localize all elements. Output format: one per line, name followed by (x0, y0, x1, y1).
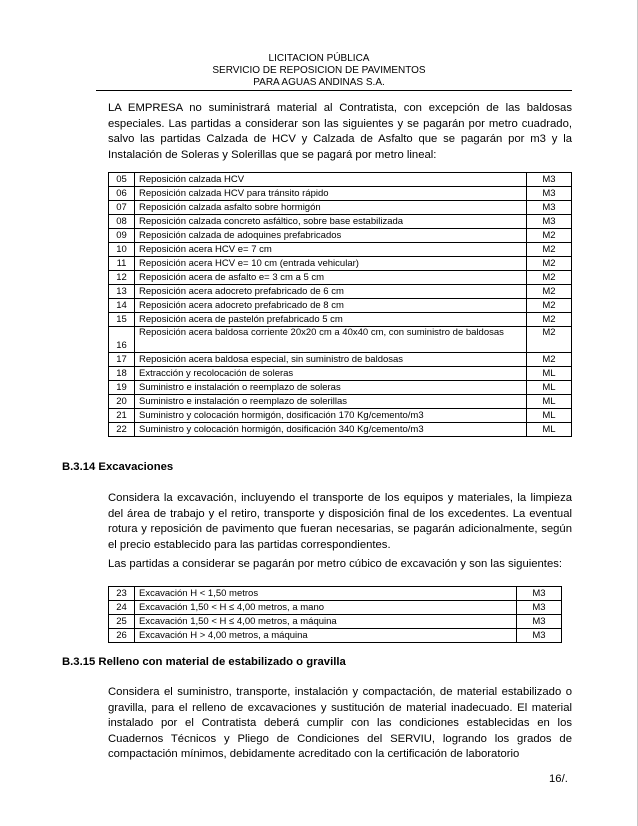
header-line-3: PARA AGUAS ANDINAS S.A. (253, 77, 385, 88)
table-row (109, 601, 562, 615)
item-description: Reposición acera HCV e= 7 cm (135, 243, 527, 257)
table-row (109, 243, 572, 257)
table-row (109, 381, 572, 395)
table-row (109, 257, 572, 271)
table-row (109, 187, 572, 201)
item-description: Reposición acera HCV e= 10 cm (entrada vehicular) (135, 257, 527, 271)
item-number: 16 (109, 327, 135, 353)
item-number: 12 (109, 271, 135, 285)
item-number: 24 (109, 601, 135, 615)
item-description: Reposición acera adocreto prefabricado de 6 cm (135, 285, 527, 299)
table-row (109, 629, 562, 643)
item-number: 13 (109, 285, 135, 299)
item-number: 20 (109, 395, 135, 409)
item-number: 07 (109, 201, 135, 215)
item-description: Reposición acera de asfalto e= 3 cm a 5 cm (135, 271, 527, 285)
item-number: 23 (109, 587, 135, 601)
item-unit: M3 (517, 601, 562, 615)
table-row (109, 367, 572, 381)
item-unit: M3 (527, 215, 572, 229)
table-row (109, 409, 572, 423)
pricing-table-excavation (108, 586, 562, 643)
item-unit: M2 (527, 257, 572, 271)
table-row (109, 271, 572, 285)
table-row (109, 587, 562, 601)
item-number: 11 (109, 257, 135, 271)
item-description: Excavación 1,50 < H ≤ 4,00 metros, a mano (135, 601, 517, 615)
item-unit: M3 (527, 187, 572, 201)
item-description: Reposición calzada concreto asfáltico, sobre base estabilizada (135, 215, 527, 229)
header-line-2: SERVICIO DE REPOSICION DE PAVIMENTOS (212, 65, 426, 76)
item-number: 25 (109, 615, 135, 629)
item-unit: ML (527, 367, 572, 381)
item-description: Reposición calzada asfalto sobre hormigón (135, 201, 527, 215)
item-description: Reposición calzada HCV (135, 173, 527, 187)
item-unit: M2 (527, 229, 572, 243)
item-description: Suministro e instalación o reemplazo de soleras (135, 381, 527, 395)
item-description: Excavación 1,50 < H ≤ 4,00 metros, a máquina (135, 615, 517, 629)
item-description: Suministro y colocación hormigón, dosificación 170 Kg/cemento/m3 (135, 409, 527, 423)
page-number: 16/. (549, 773, 568, 785)
item-unit: M2 (527, 327, 572, 353)
item-number: 21 (109, 409, 135, 423)
item-unit: ML (527, 395, 572, 409)
table-row (109, 299, 572, 313)
table-row (109, 327, 572, 353)
item-unit: M3 (527, 201, 572, 215)
item-unit: M3 (517, 629, 562, 643)
item-unit: M2 (527, 353, 572, 367)
header-line-1: LICITACION PÚBLICA (268, 53, 370, 64)
item-description: Extracción y recolocación de soleras (135, 367, 527, 381)
excavation-paragraph: Considera la excavación, incluyendo el transporte de los equipos y materiales, la limpieza del área de trabajo y el retiro, transporte y disposición final de los excedentes. La eventual rotura y reposición de pavimento que fueran necesarias, se pagarán adicionalmente, según el precio establecido para las partidas correspondientes. (108, 492, 572, 551)
table-row (109, 423, 572, 437)
page-header (0, 53, 638, 89)
item-unit: M2 (527, 243, 572, 257)
table-row (109, 173, 572, 187)
item-number: 06 (109, 187, 135, 201)
table-row (109, 285, 572, 299)
item-description: Reposición acera adocreto prefabricado de 8 cm (135, 299, 527, 313)
item-unit: M2 (527, 285, 572, 299)
section-title-excavaciones: B.3.14 Excavaciones (62, 461, 174, 473)
item-description: Reposición calzada HCV para tránsito rápido (135, 187, 527, 201)
item-unit: M3 (517, 615, 562, 629)
table-row (109, 229, 572, 243)
item-number: 08 (109, 215, 135, 229)
item-description: Suministro y colocación hormigón, dosificación 340 Kg/cemento/m3 (135, 423, 527, 437)
item-unit: M2 (527, 271, 572, 285)
pricing-table-pavements (108, 172, 572, 437)
table-row (109, 215, 572, 229)
item-description: Reposición calzada de adoquines prefabricados (135, 229, 527, 243)
item-unit: ML (527, 381, 572, 395)
header-divider (96, 90, 572, 91)
item-description: Excavación H > 4,00 metros, a máquina (135, 629, 517, 643)
item-number: 10 (109, 243, 135, 257)
table-row (109, 395, 572, 409)
item-number: 15 (109, 313, 135, 327)
item-unit: ML (527, 409, 572, 423)
item-description: Reposición acera de pastelón prefabricado 5 cm (135, 313, 527, 327)
excavation-items-intro: Las partidas a considerar se pagarán por metro cúbico de excavación y son las siguientes: (108, 558, 563, 570)
item-number: 19 (109, 381, 135, 395)
item-description: Reposición acera baldosa corriente 20x20 cm a 40x40 cm, con suministro de baldosas (135, 327, 527, 353)
item-number: 05 (109, 173, 135, 187)
table-row (109, 615, 562, 629)
item-number: 14 (109, 299, 135, 313)
item-description: Suministro e instalación o reemplazo de solerillas (135, 395, 527, 409)
item-unit: M3 (517, 587, 562, 601)
item-unit: ML (527, 423, 572, 437)
item-unit: M3 (527, 173, 572, 187)
item-description: Excavación H < 1,50 metros (135, 587, 517, 601)
item-number: 18 (109, 367, 135, 381)
section-title-relleno: B.3.15 Relleno con material de estabilizado o gravilla (62, 656, 346, 668)
item-number: 09 (109, 229, 135, 243)
table-row (109, 313, 572, 327)
table-row (109, 201, 572, 215)
item-unit: M2 (527, 299, 572, 313)
item-unit: M2 (527, 313, 572, 327)
intro-paragraph: LA EMPRESA no suministrará material al Contratista, con excepción de las baldosas especiales. Las partidas a considerar son las siguientes y se pagarán por metro cuadrado, salvo las partidas Calzada de HCV y Calzada de Asfalto que se pagarán por m3 y la Instalación de Soleras y Solerillas que se pagará por metro lineal: (108, 102, 572, 161)
item-number: 22 (109, 423, 135, 437)
item-description: Reposición acera baldosa especial, sin suministro de baldosas (135, 353, 527, 367)
table-row (109, 353, 572, 367)
item-number: 17 (109, 353, 135, 367)
item-number: 26 (109, 629, 135, 643)
relleno-paragraph: Considera el suministro, transporte, instalación y compactación, de material estabilizado o gravilla, para el relleno de excavaciones y sustitución de material inadecuado. El material instalado por el Contratista deberá cumplir con las condiciones establecidas en los Cuadernos Técnicos y Pliego de Condiciones del SERVIU, logrando los grados de compactación mínimos, debidamente acreditado con la certificación de laboratorio (108, 686, 572, 760)
